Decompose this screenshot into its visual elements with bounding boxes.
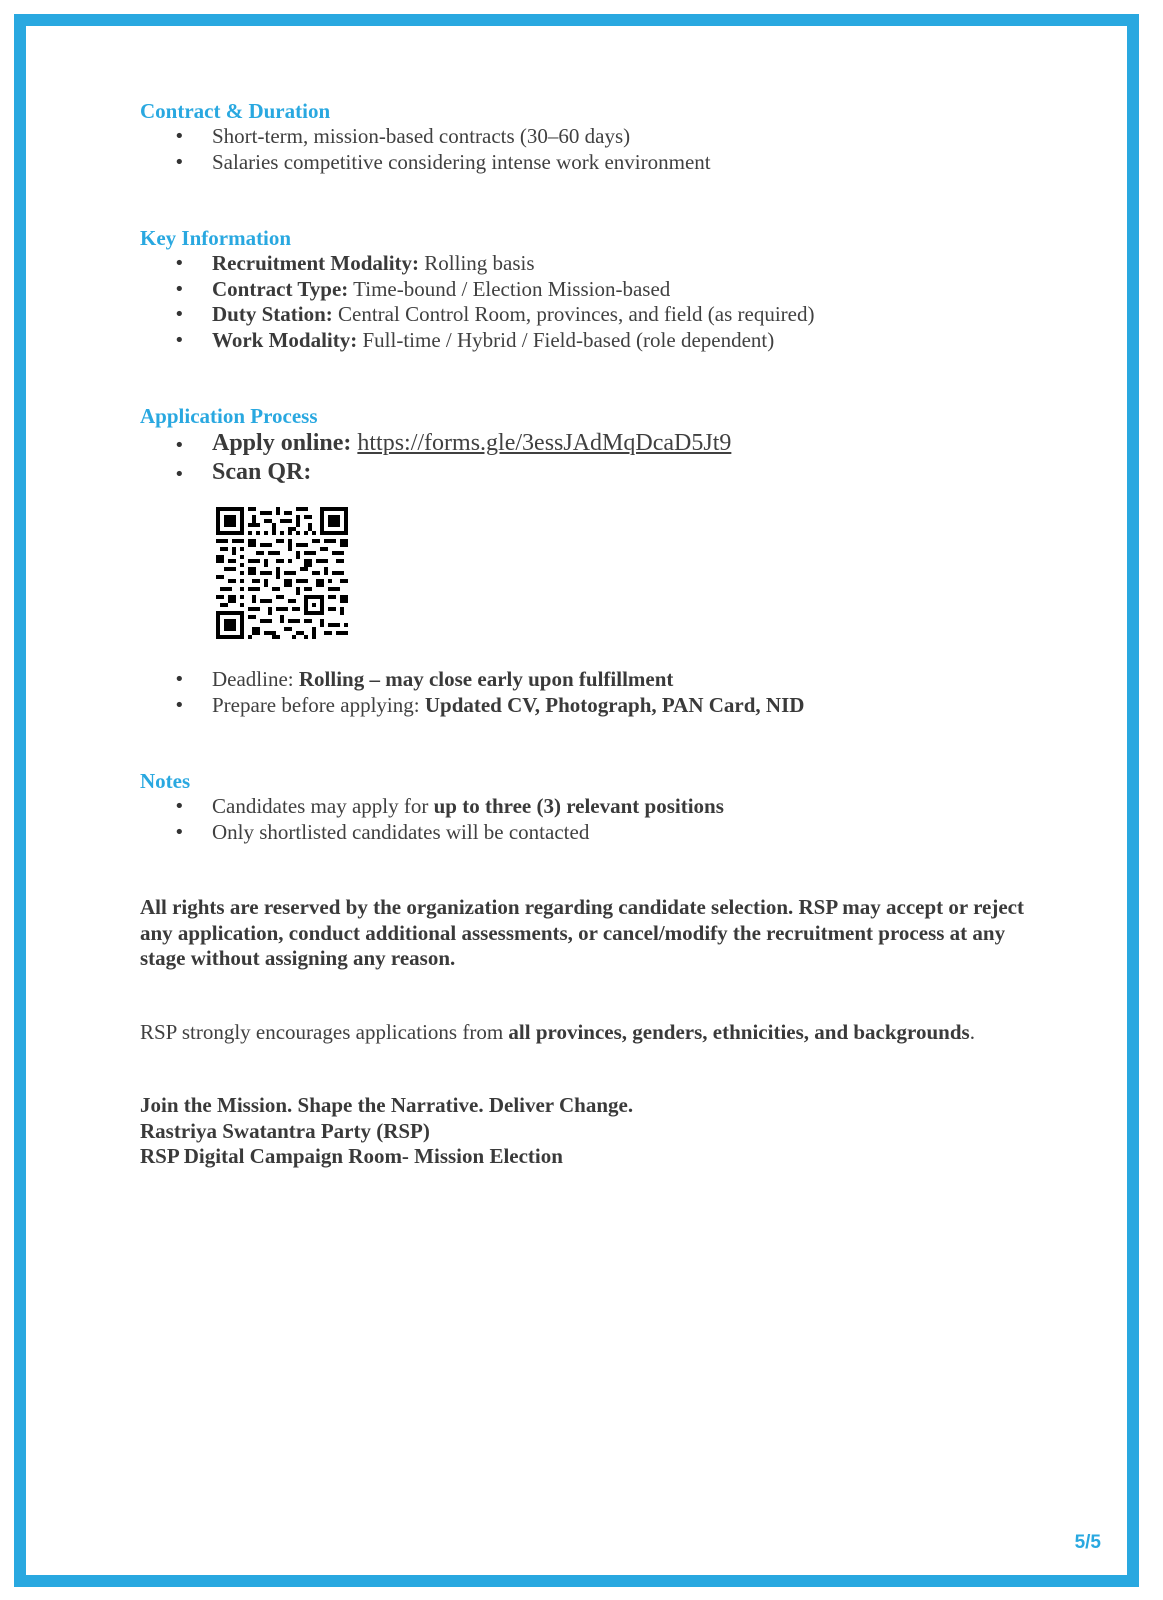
encourage-paragraph — [140, 1020, 1040, 1046]
item-label: Work Modality: — [212, 327, 358, 352]
list-item: • Only shortlisted candidates will be contacted — [140, 820, 1040, 846]
qr-code-image[interactable] — [216, 507, 348, 639]
application-details-list — [140, 667, 1040, 718]
notes-list — [140, 794, 1040, 845]
encourage-prefix: RSP strongly encourages applications from — [140, 1019, 509, 1044]
list-item — [140, 794, 1040, 820]
list-item: • Salaries competitive considering intense work environment — [140, 150, 1040, 176]
key-info-section — [140, 225, 1040, 353]
contract-heading: Contract & Duration — [140, 99, 331, 123]
deadline-value: Rolling – may close early upon fulfillment — [298, 667, 674, 691]
item-value: Central Control Room, provinces, and field (as required) — [332, 302, 815, 326]
rights-paragraph: All rights are reserved by the organization regarding candidate selection. RSP may accept or reject any application, conduct additional assessments, or cancel/modify the recruitment process at any stage without assigning any reason. — [140, 895, 1024, 970]
deadline-prefix: Deadline: — [212, 667, 299, 691]
item-value: Time-bound / Election Mission-based — [348, 276, 671, 301]
prepare-prefix: Prepare before applying: — [212, 692, 425, 717]
encourage-bold: all provinces, genders, ethnicities, and backgrounds — [508, 1019, 970, 1044]
list-item: • Short-term, mission-based contracts (30–60 days) — [140, 124, 1040, 150]
encourage-suffix: . — [969, 1019, 975, 1044]
application-section — [140, 403, 1040, 718]
list-item — [140, 302, 1040, 328]
closing-block — [140, 1093, 1040, 1170]
contract-list — [140, 124, 1040, 175]
scan-label: Scan QR: — [212, 459, 312, 485]
key-info-heading: Key Information — [140, 226, 292, 250]
note-prefix: Candidates may apply for — [212, 794, 434, 818]
prepare-value: Updated CV, Photograph, PAN Card, NID — [424, 692, 805, 717]
notes-heading: Notes — [140, 769, 191, 793]
contract-section — [140, 98, 1040, 175]
deadline-item — [140, 667, 1040, 693]
key-info-list — [140, 251, 1040, 353]
list-item — [140, 328, 1040, 354]
note-bold: up to three (3) relevant positions — [433, 794, 724, 818]
item-label: Contract Type: — [212, 276, 349, 301]
apply-online-item — [140, 429, 1040, 458]
application-heading: Application Process — [140, 404, 318, 428]
list-item — [140, 277, 1040, 303]
item-value: Full-time / Hybrid / Field-based (role dependent) — [357, 327, 775, 352]
prepare-item — [140, 693, 1040, 719]
closing-party-name: Rastriya Swatantra Party (RSP) — [140, 1118, 430, 1143]
item-value: Rolling basis — [419, 251, 535, 275]
scan-qr-item — [140, 458, 1040, 487]
qr-code-icon — [216, 507, 348, 639]
apply-link[interactable]: https://forms.gle/3essJAdMqDcaD5Jt9 — [357, 430, 732, 456]
notes-section — [140, 768, 1040, 845]
page-content — [140, 98, 1040, 1170]
item-label: Recruitment Modality: — [212, 251, 420, 275]
apply-label: Apply online: — [212, 430, 352, 456]
list-item — [140, 251, 1040, 277]
closing-tagline: Join the Mission. Shape the Narrative. Deliver Change. — [140, 1093, 634, 1117]
item-label: Duty Station: — [212, 302, 333, 326]
page-number: 5/5 — [1074, 1532, 1101, 1553]
closing-room-name: RSP Digital Campaign Room- Mission Election — [140, 1144, 563, 1168]
application-list — [140, 429, 1040, 487]
